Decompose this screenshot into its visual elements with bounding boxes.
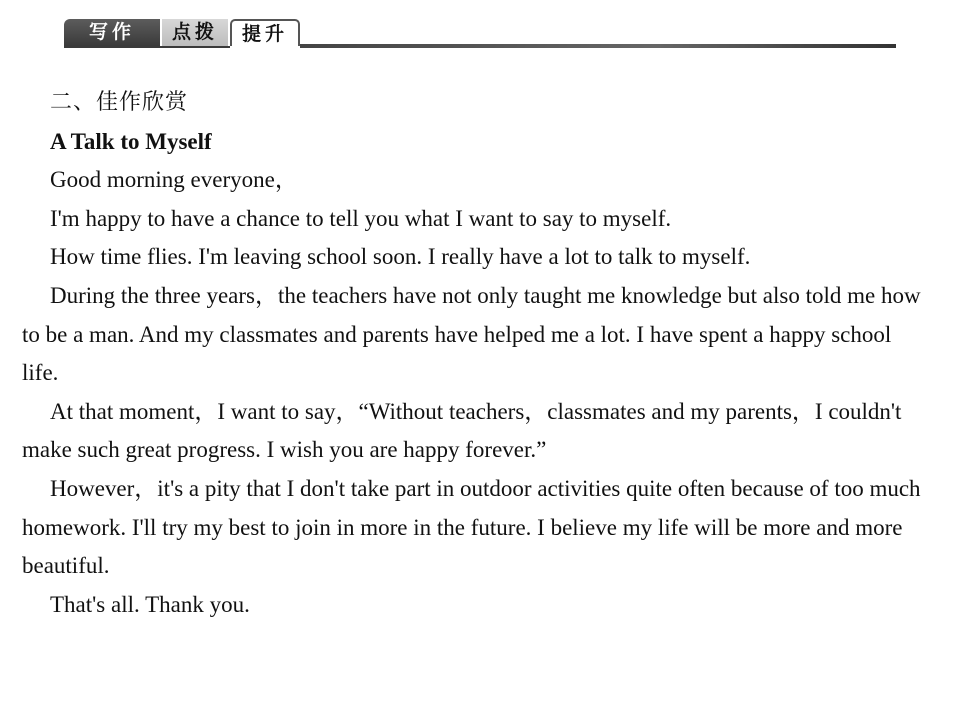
tab-guidance[interactable]: 点拨 bbox=[160, 19, 228, 46]
paragraph-that-moment: At that moment，I want to say，“Without teachers，classmates and my parents，I couldn't make such great progress. I wish you are happy forever.” bbox=[22, 398, 902, 463]
paragraph-three-years: During the three years，the teachers have not only taught me knowledge but also told me how to be a man. And my classmates and parents have helped me a lot. I have spent a happy school life. bbox=[22, 282, 921, 386]
header-tab-bar bbox=[64, 19, 896, 49]
paragraph-intro: I'm happy to have a chance to tell you what I want to say to myself. bbox=[50, 205, 672, 231]
section-title: 二、佳作欣赏 bbox=[50, 90, 189, 115]
document-body bbox=[22, 84, 932, 624]
paragraph-time-flies: How time flies. I'm leaving school soon. I really have a lot to talk to myself. bbox=[50, 244, 751, 270]
paragraph-however: However，it's a pity that I don't take part in outdoor activities quite often because of too much homework. I'll try my best to join in more in the future. I believe my life will be more and more beautiful. bbox=[22, 475, 921, 579]
essay-title: A Talk to Myself bbox=[50, 128, 212, 154]
tab-underline bbox=[64, 46, 230, 48]
tab-improvement[interactable]: 提升 bbox=[230, 19, 300, 46]
paragraph-greeting: Good morning everyone， bbox=[50, 167, 298, 193]
paragraph-closing: That's all. Thank you. bbox=[50, 591, 250, 617]
tab-writing[interactable]: 写作 bbox=[64, 19, 160, 46]
header-rule bbox=[300, 44, 896, 48]
